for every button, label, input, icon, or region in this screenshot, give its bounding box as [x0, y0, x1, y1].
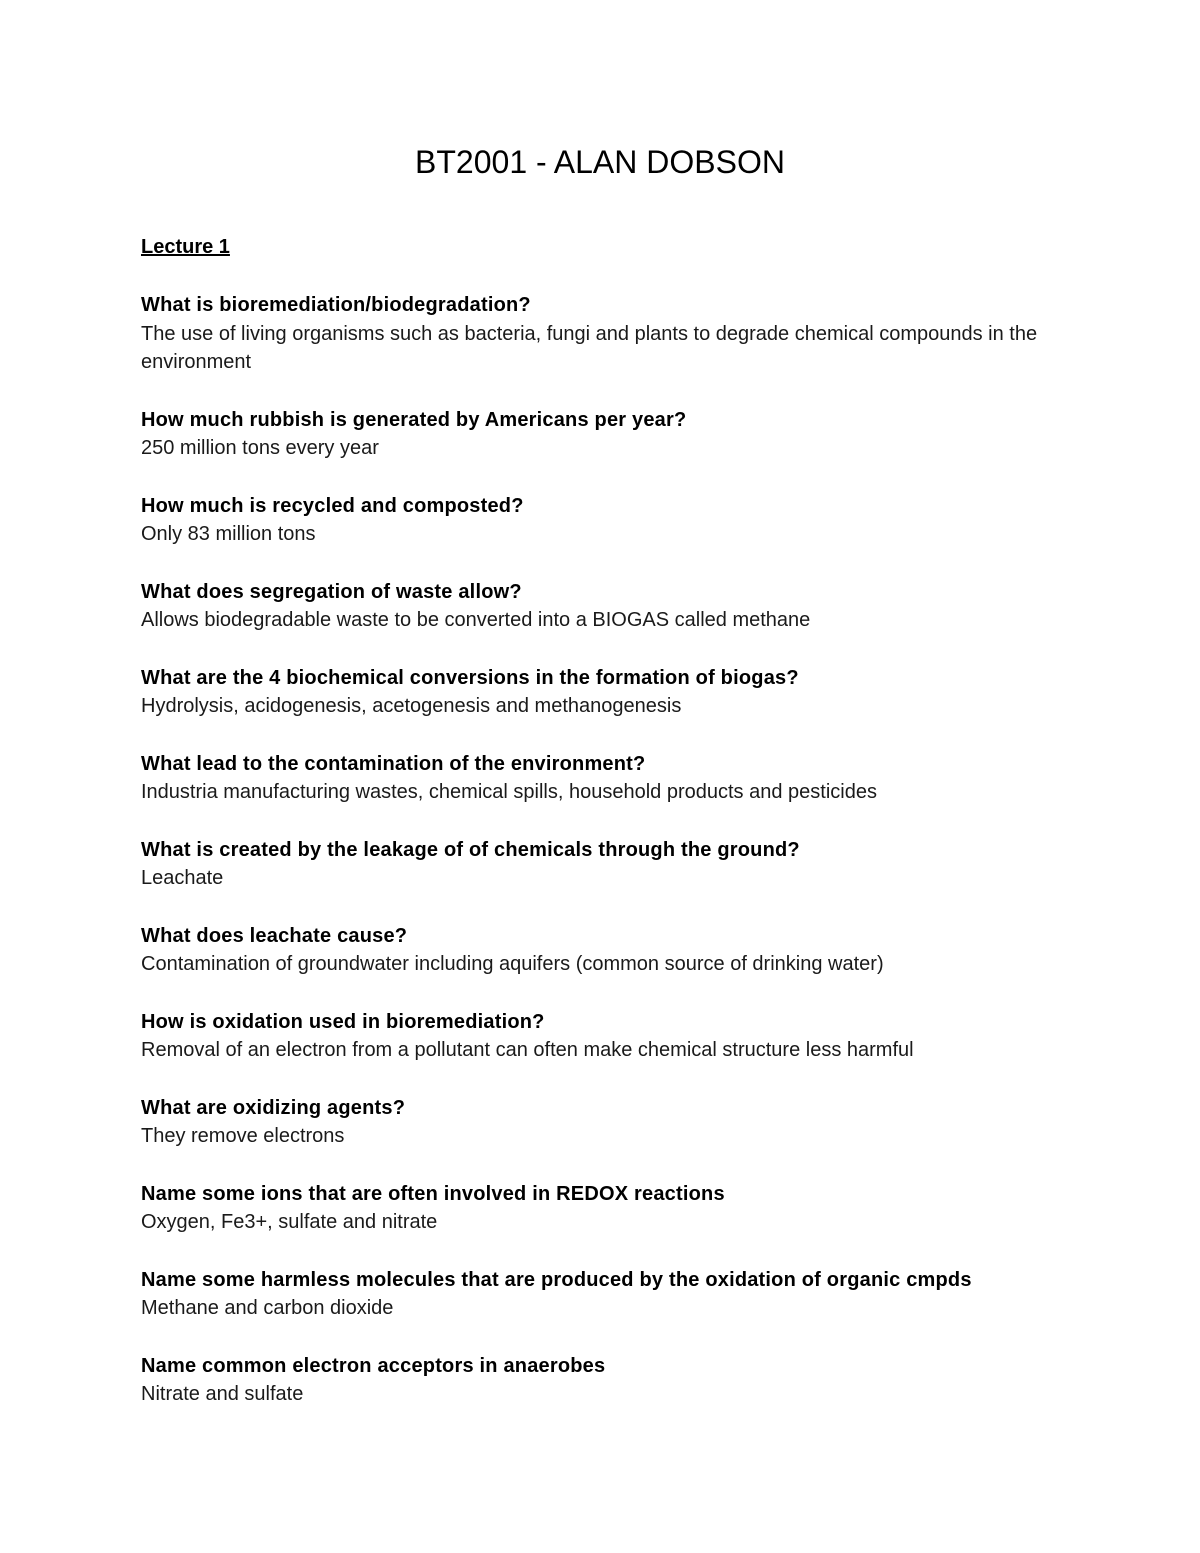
qa-item	[141, 664, 1061, 721]
question: What is bioremediation/biodegradation?	[141, 294, 531, 316]
question: What is created by the leakage of of chemicals through the ground?	[141, 838, 800, 861]
qa-item	[141, 922, 1061, 979]
qa-item	[141, 492, 1061, 549]
qa-item	[141, 750, 1061, 807]
answer: Only 83 million tons	[141, 523, 316, 545]
question: Name some ions that are often involved in REDOX reactions	[141, 1182, 725, 1205]
qa-item	[141, 578, 1061, 635]
question: What does segregation of waste allow?	[141, 580, 522, 603]
answer: Leachate	[141, 867, 224, 889]
qa-item	[141, 406, 1061, 463]
qa-item	[141, 1266, 1061, 1323]
answer: They remove electrons	[141, 1125, 345, 1147]
question: What are oxidizing agents?	[141, 1096, 406, 1119]
answer: Industria manufacturing wastes, chemical spills, household products and pesticides	[141, 781, 877, 803]
qa-item	[141, 836, 1061, 893]
question: How much is recycled and composted?	[141, 494, 524, 517]
answer: Nitrate and sulfate	[141, 1383, 304, 1405]
question: What are the 4 biochemical conversions in the formation of biogas?	[141, 666, 799, 689]
answer: The use of living organisms such as bacteria, fungi and plants to degrade chemical compounds in the environment	[141, 322, 1038, 373]
qa-list	[141, 291, 1061, 1438]
qa-item	[141, 1008, 1061, 1065]
question: Name some harmless molecules that are produced by the oxidation of organic cmpds	[141, 1268, 972, 1291]
question: Name common electron acceptors in anaerobes	[141, 1354, 606, 1377]
answer: Allows biodegradable waste to be converted into a BIOGAS called methane	[141, 609, 811, 631]
qa-item	[141, 1352, 1061, 1409]
question: How much rubbish is generated by Americans per year?	[141, 408, 687, 431]
section-heading: Lecture 1	[141, 236, 230, 258]
question: How is oxidation used in bioremediation?	[141, 1010, 545, 1033]
document-title: BT2001 - ALAN DOBSON	[415, 144, 785, 180]
answer: Oxygen, Fe3+, sulfate and nitrate	[141, 1211, 438, 1233]
answer: Hydrolysis, acidogenesis, acetogenesis and methanogenesis	[141, 695, 682, 717]
answer: 250 million tons every year	[141, 437, 379, 459]
qa-item	[141, 291, 1061, 377]
qa-item	[141, 1094, 1061, 1151]
answer: Contamination of groundwater including aquifers (common source of drinking water)	[141, 953, 884, 975]
question: What does leachate cause?	[141, 924, 408, 947]
question: What lead to the contamination of the environment?	[141, 752, 646, 775]
answer: Removal of an electron from a pollutant can often make chemical structure less harmful	[141, 1039, 914, 1061]
qa-item	[141, 1180, 1061, 1237]
answer: Methane and carbon dioxide	[141, 1297, 394, 1319]
